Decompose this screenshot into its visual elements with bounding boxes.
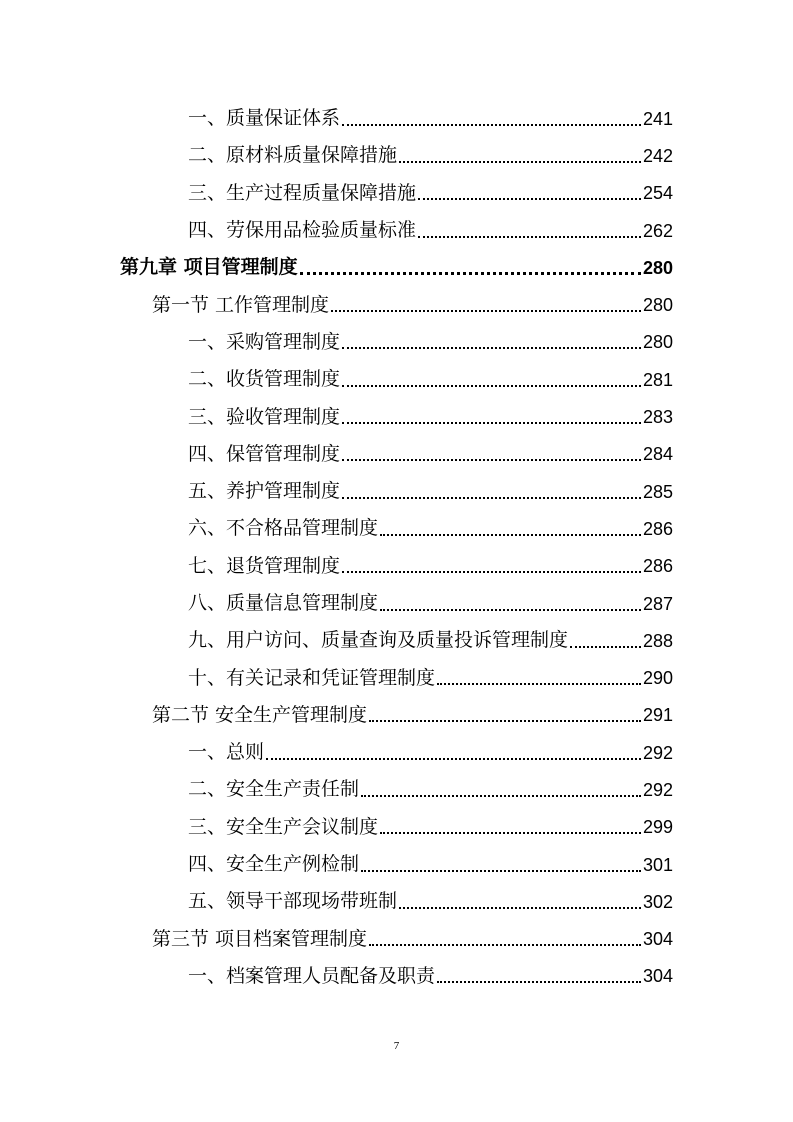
toc-dot-leader bbox=[380, 609, 641, 611]
toc-entry-item[interactable] bbox=[0, 734, 673, 771]
toc-entry-page-number: 292 bbox=[642, 742, 673, 763]
toc-entry-title: 四、保管管理制度 bbox=[188, 442, 341, 465]
toc-dot-leader bbox=[361, 795, 641, 797]
toc-entry-title: 三、生产过程质量保障措施 bbox=[188, 181, 417, 204]
toc-entry-title: 一、采购管理制度 bbox=[188, 330, 341, 353]
toc-entry-item[interactable] bbox=[0, 622, 673, 659]
toc-dot-leader bbox=[300, 272, 641, 275]
toc-entry-title: 第三节 项目档案管理制度 bbox=[152, 927, 368, 950]
toc-entry-page-number: 285 bbox=[642, 481, 673, 502]
toc-entry-page-number: 281 bbox=[642, 369, 673, 390]
toc-dot-leader bbox=[369, 944, 641, 946]
toc-dot-leader bbox=[437, 981, 641, 983]
toc-entry-item[interactable] bbox=[0, 137, 673, 174]
toc-entry-item[interactable] bbox=[0, 436, 673, 473]
toc-entry-item[interactable] bbox=[0, 809, 673, 846]
toc-dot-leader bbox=[342, 571, 641, 573]
toc-entry-title: 九、用户访问、质量查询及质量投诉管理制度 bbox=[188, 629, 569, 652]
toc-dot-leader bbox=[342, 422, 641, 424]
toc-dot-leader bbox=[418, 198, 641, 200]
toc-dot-leader bbox=[266, 758, 641, 760]
table-of-contents bbox=[0, 100, 793, 995]
toc-dot-leader bbox=[399, 907, 641, 909]
toc-entry-item[interactable] bbox=[0, 548, 673, 585]
toc-dot-leader bbox=[369, 720, 641, 722]
toc-entry-title: 二、收货管理制度 bbox=[188, 368, 341, 391]
toc-entry-item[interactable] bbox=[0, 398, 673, 435]
toc-entry-title: 八、质量信息管理制度 bbox=[188, 592, 379, 614]
toc-entry-page-number: 254 bbox=[642, 183, 673, 204]
toc-entry-title: 三、验收管理制度 bbox=[188, 405, 341, 428]
toc-entry-page-number: 242 bbox=[642, 145, 673, 166]
toc-entry-section[interactable] bbox=[0, 921, 673, 958]
toc-dot-leader bbox=[361, 870, 641, 872]
toc-entry-item[interactable] bbox=[0, 175, 673, 212]
toc-entry-page-number: 304 bbox=[642, 929, 673, 950]
toc-entry-page-number: 291 bbox=[642, 705, 673, 726]
toc-dot-leader bbox=[399, 161, 641, 163]
toc-dot-leader bbox=[342, 347, 641, 349]
toc-entry-page-number: 304 bbox=[642, 966, 673, 987]
toc-entry-section[interactable] bbox=[0, 697, 673, 734]
toc-entry-item[interactable] bbox=[0, 324, 673, 361]
toc-entry-item[interactable] bbox=[0, 212, 673, 249]
toc-dot-leader bbox=[342, 497, 641, 499]
toc-entry-page-number: 262 bbox=[642, 220, 673, 241]
toc-dot-leader bbox=[570, 646, 641, 648]
toc-entry-item[interactable] bbox=[0, 883, 673, 920]
toc-entry-title: 二、安全生产责任制 bbox=[188, 778, 360, 801]
toc-entry-item[interactable] bbox=[0, 100, 673, 137]
toc-entry-item[interactable] bbox=[0, 846, 673, 883]
toc-entry-title: 四、安全生产例检制 bbox=[188, 853, 360, 876]
toc-entry-title: 五、养护管理制度 bbox=[188, 480, 341, 503]
toc-entry-title: 一、质量保证体系 bbox=[188, 107, 341, 130]
toc-dot-leader bbox=[331, 310, 641, 312]
toc-entry-page-number: 288 bbox=[642, 630, 673, 651]
toc-dot-leader bbox=[380, 534, 641, 536]
toc-entry-page-number: 286 bbox=[642, 518, 673, 539]
toc-entry-title: 三、安全生产会议制度 bbox=[188, 815, 379, 838]
toc-entry-title: 四、劳保用品检验质量标准 bbox=[188, 219, 417, 242]
toc-dot-leader bbox=[418, 236, 641, 238]
toc-entry-page-number: 301 bbox=[642, 854, 673, 875]
toc-entry-page-number: 299 bbox=[642, 817, 673, 838]
toc-entry-title: 十、有关记录和凭证管理制度 bbox=[188, 666, 436, 689]
toc-entry-title: 第一节 工作管理制度 bbox=[152, 293, 330, 316]
toc-entry-page-number: 290 bbox=[642, 668, 673, 689]
toc-entry-page-number: 286 bbox=[642, 556, 673, 577]
toc-entry-title: 六、不合格品管理制度 bbox=[188, 517, 379, 540]
toc-entry-page-number: 280 bbox=[642, 257, 673, 278]
toc-entry-title: 二、原材料质量保障措施 bbox=[188, 144, 398, 167]
toc-entry-page-number: 283 bbox=[642, 407, 673, 428]
toc-dot-leader bbox=[342, 459, 641, 461]
toc-dot-leader bbox=[380, 832, 641, 834]
toc-entry-title: 一、总则 bbox=[188, 741, 265, 764]
toc-dot-leader bbox=[342, 124, 641, 126]
toc-entry-item[interactable] bbox=[0, 659, 673, 696]
toc-entry-page-number: 284 bbox=[642, 444, 673, 465]
toc-entry-title: 五、领导干部现场带班制 bbox=[188, 890, 398, 913]
toc-entry-page-number: 280 bbox=[642, 295, 673, 316]
toc-entry-chapter[interactable] bbox=[0, 249, 673, 286]
toc-entry-item[interactable] bbox=[0, 473, 673, 510]
toc-entry-page-number: 241 bbox=[642, 108, 673, 129]
toc-entry-title: 第二节 安全生产管理制度 bbox=[152, 703, 368, 726]
toc-entry-item[interactable] bbox=[0, 958, 673, 995]
toc-entry-section[interactable] bbox=[0, 286, 673, 323]
toc-dot-leader bbox=[437, 683, 641, 685]
toc-entry-page-number: 302 bbox=[642, 891, 673, 912]
toc-entry-page-number: 292 bbox=[642, 779, 673, 800]
toc-dot-leader bbox=[342, 385, 641, 387]
toc-entry-title: 一、档案管理人员配备及职责 bbox=[188, 964, 436, 987]
toc-entry-page-number: 280 bbox=[642, 332, 673, 353]
toc-entry-item[interactable] bbox=[0, 771, 673, 808]
toc-entry-page-number: 287 bbox=[642, 593, 673, 614]
toc-entry-title: 第九章 项目管理制度 bbox=[120, 256, 298, 279]
toc-entry-item[interactable] bbox=[0, 585, 673, 622]
page-number: 7 bbox=[393, 1040, 400, 1052]
toc-entry-item[interactable] bbox=[0, 510, 673, 547]
toc-entry-title: 七、退货管理制度 bbox=[188, 554, 341, 577]
toc-entry-item[interactable] bbox=[0, 361, 673, 398]
